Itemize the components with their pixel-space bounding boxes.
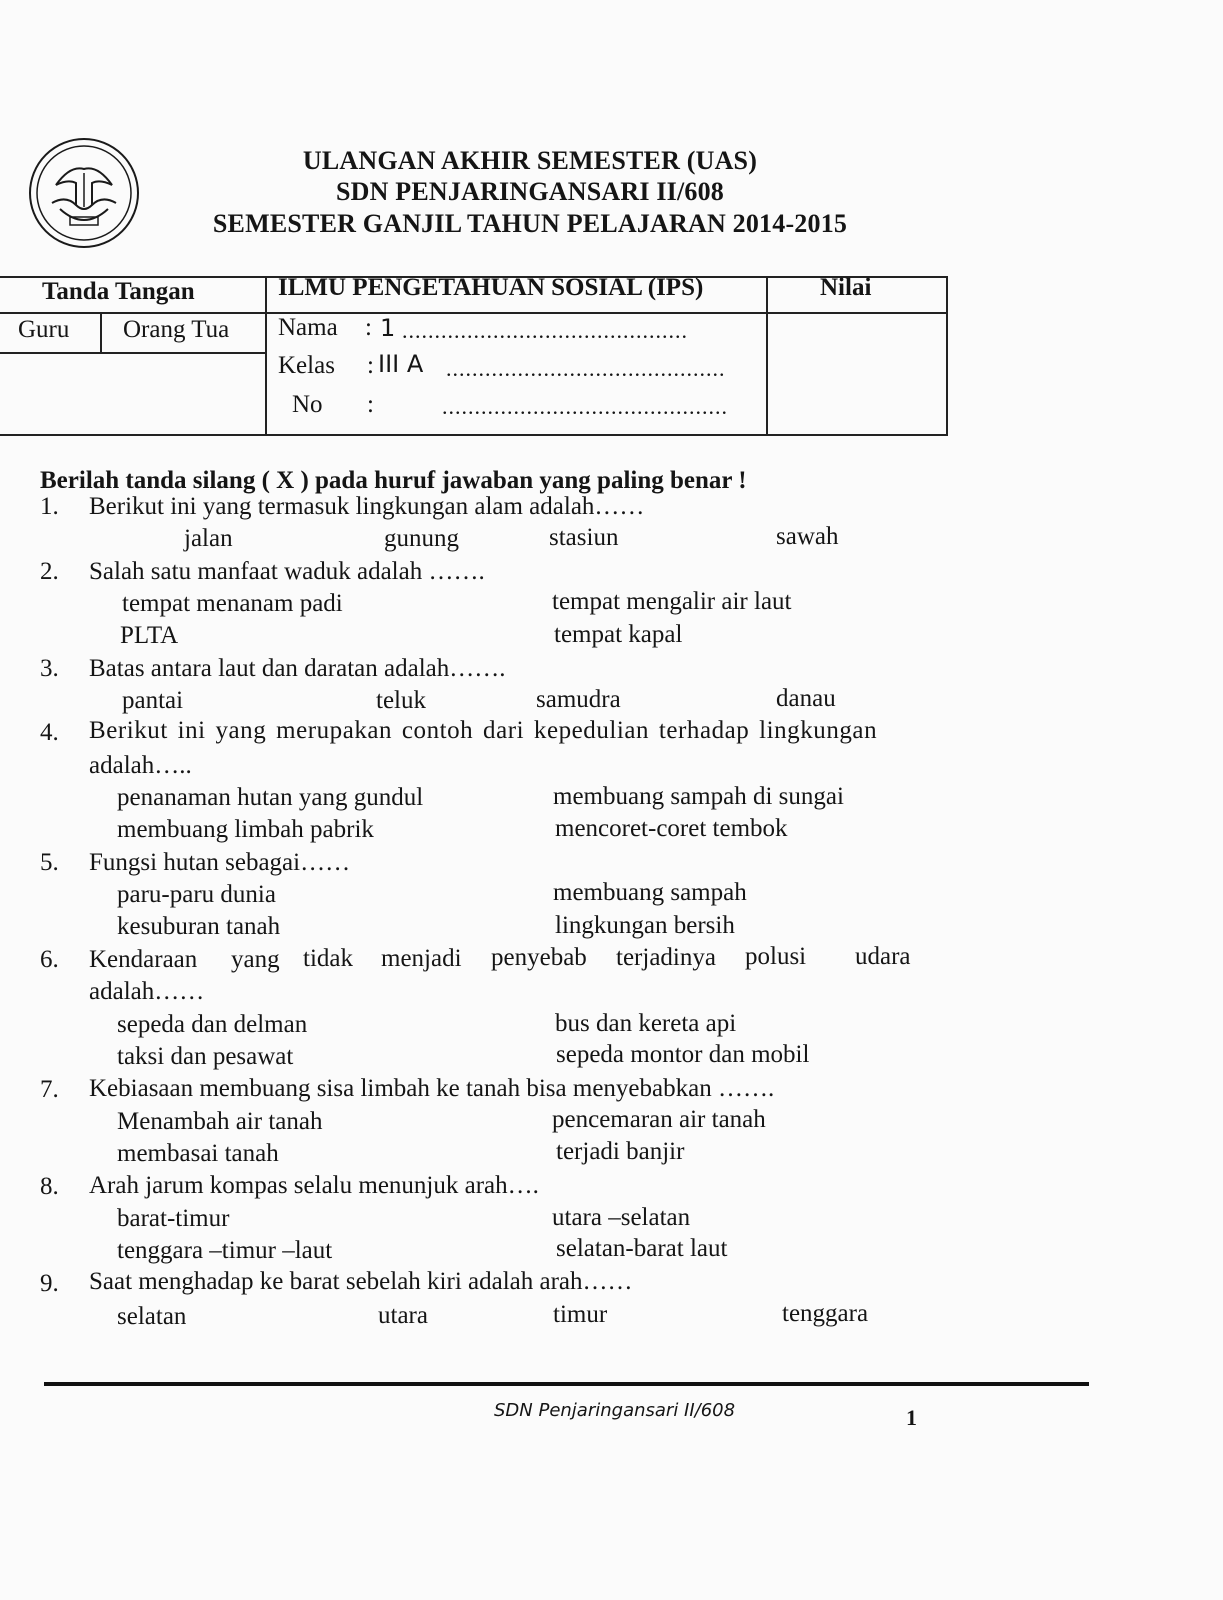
question-text: Kebiasaan membuang sisa limbah ke tanah bisa menyebabkan …….	[89, 1075, 775, 1102]
answer-option: tenggara –timur –laut	[117, 1237, 333, 1264]
question-word: menjadi	[381, 945, 462, 972]
question-text: Berikut ini yang termasuk lingkungan alam adalah……	[89, 493, 645, 520]
answer-option: lingkungan bersih	[555, 912, 735, 939]
question-number: 2.	[40, 558, 59, 585]
footer-school: SDN Penjaringansari II/608	[494, 1400, 736, 1421]
answer-option: utara –selatan	[552, 1204, 691, 1231]
answer-option: teluk	[376, 687, 426, 714]
teacher-label: Guru	[18, 316, 70, 343]
class-value: III A	[378, 350, 424, 378]
question-number: 1.	[40, 493, 59, 520]
question-number: 5.	[40, 849, 59, 876]
question-text: Arah jarum kompas selalu menunjuk arah….	[89, 1172, 539, 1199]
name-dots: ............................................	[402, 318, 688, 343]
class-dots: ...........................................	[446, 356, 726, 381]
question-number: 8.	[40, 1173, 59, 1200]
answer-option: Menambah air tanah	[117, 1108, 323, 1135]
subject-header: ILMU PENGETAHUAN SOSIAL (IPS)	[278, 274, 704, 301]
answer-option: membuang sampah	[553, 879, 747, 906]
answer-option: jalan	[184, 525, 233, 552]
question-number: 7.	[40, 1076, 59, 1103]
question-text-continued: adalah…..	[89, 752, 192, 779]
answer-option: bus dan kereta api	[555, 1010, 737, 1037]
question-word: Kendaraan	[89, 946, 198, 973]
question-number: 6.	[40, 946, 59, 973]
question-number: 9.	[40, 1270, 59, 1297]
question-number: 3.	[40, 655, 59, 682]
question-word: udara	[855, 943, 911, 970]
school-name: SDN PENJARINGANSARI II/608	[335, 177, 725, 206]
question-word: tidak	[303, 945, 353, 972]
answer-option: membuang limbah pabrik	[117, 816, 374, 843]
instruction: Berilah tanda silang ( X ) pada huruf jawaban yang paling benar !	[40, 467, 747, 494]
name-label: Nama	[278, 314, 338, 341]
answer-option: tempat menanam padi	[122, 590, 343, 617]
question-word: polusi	[745, 943, 807, 970]
question-number: 4.	[40, 719, 59, 746]
exam-title: ULANGAN AKHIR SEMESTER (UAS)	[302, 146, 758, 175]
answer-option: tempat kapal	[554, 621, 683, 648]
answer-option: samudra	[536, 686, 621, 713]
class-separator: :	[367, 352, 374, 379]
number-separator: :	[367, 391, 374, 418]
answer-option: tenggara	[782, 1300, 869, 1327]
answer-option: selatan	[117, 1303, 187, 1330]
answer-option: stasiun	[549, 524, 619, 551]
question-text: Salah satu manfaat waduk adalah …….	[89, 558, 485, 585]
name-separator: :	[365, 314, 372, 341]
answer-option: sepeda montor dan mobil	[556, 1041, 810, 1068]
question-word: penyebab	[491, 944, 587, 971]
answer-option: selatan-barat laut	[556, 1235, 728, 1262]
answer-option: kesuburan tanah	[117, 913, 281, 940]
answer-option: PLTA	[120, 622, 179, 649]
question-word: yang	[231, 946, 280, 973]
question-text-continued: adalah……	[89, 978, 205, 1005]
name-value: 1	[380, 314, 396, 342]
score-header: Nilai	[820, 274, 872, 301]
question-text: Berikut ini yang merupakan contoh dari kepedulian terhadap lingkungan	[89, 717, 878, 744]
semester-year: SEMESTER GANJIL TAHUN PELAJARAN 2014-2015	[212, 209, 848, 238]
answer-option: terjadi banjir	[556, 1138, 685, 1165]
answer-option: danau	[776, 685, 836, 712]
answer-option: penanaman hutan yang gundul	[117, 784, 424, 811]
footer-rule	[44, 1382, 1089, 1386]
answer-option: barat-timur	[117, 1205, 230, 1232]
answer-option: sawah	[776, 523, 839, 550]
signature-header: Tanda Tangan	[42, 278, 195, 305]
answer-option: gunung	[384, 525, 459, 552]
answer-option: utara	[378, 1302, 428, 1329]
parent-label: Orang Tua	[123, 316, 230, 343]
answer-option: timur	[553, 1301, 608, 1328]
class-label: Kelas	[278, 352, 335, 379]
answer-option: mencoret-coret tembok	[555, 815, 788, 842]
answer-option: tempat mengalir air laut	[552, 588, 792, 615]
question-word: terjadinya	[616, 944, 716, 971]
answer-option: sepeda dan delman	[117, 1011, 308, 1038]
answer-option: pantai	[122, 687, 184, 714]
page-number: 1	[906, 1405, 917, 1430]
question-text: Fungsi hutan sebagai……	[89, 849, 351, 876]
question-text: Saat menghadap ke barat sebelah kiri adalah arah……	[89, 1268, 633, 1295]
question-text: Batas antara laut dan daratan adalah…….	[89, 655, 506, 682]
answer-option: taksi dan pesawat	[117, 1043, 294, 1070]
answer-option: pencemaran air tanah	[552, 1106, 766, 1133]
number-label: No	[292, 391, 323, 418]
answer-option: paru-paru dunia	[117, 881, 276, 908]
answer-option: membasai tanah	[117, 1140, 279, 1167]
answer-option: membuang sampah di sungai	[553, 783, 844, 810]
number-dots: ............................................	[442, 394, 728, 419]
